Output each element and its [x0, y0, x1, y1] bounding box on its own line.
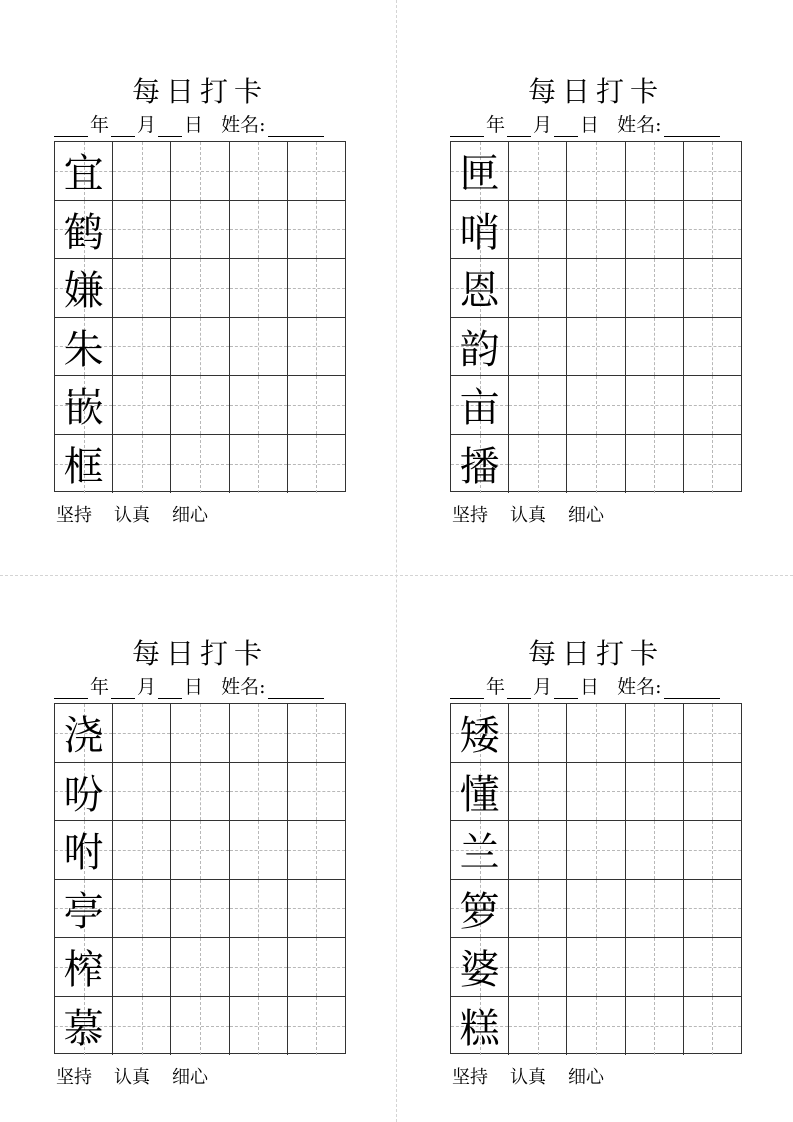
practice-cell[interactable]: [171, 318, 229, 376]
practice-cell[interactable]: [509, 435, 567, 494]
motto: [56, 1063, 230, 1089]
date-name-line: [54, 113, 346, 137]
practice-cell[interactable]: [113, 821, 171, 879]
motto-persist: 坚持: [452, 505, 488, 526]
practice-cell[interactable]: [113, 997, 171, 1056]
model-character: 朱: [63, 326, 104, 373]
grid-row: [55, 318, 345, 377]
year-blank[interactable]: [450, 678, 484, 699]
year-label: 年: [486, 676, 506, 698]
name-blank[interactable]: [268, 678, 324, 699]
practice-cell[interactable]: [171, 435, 229, 494]
model-character: 播: [459, 444, 500, 491]
day-label: 日: [184, 676, 204, 698]
practice-cell[interactable]: [113, 259, 171, 317]
practice-cell[interactable]: [230, 821, 288, 879]
practice-cell[interactable]: [626, 318, 684, 376]
model-character-cell: [451, 376, 509, 434]
practice-cell[interactable]: [626, 997, 684, 1056]
card-title: 每日打卡: [527, 75, 664, 108]
practice-cell[interactable]: [288, 201, 345, 259]
name-blank[interactable]: [664, 116, 720, 137]
tianzige-grid: [54, 703, 346, 1054]
grid-row: [451, 938, 741, 997]
practice-cell[interactable]: [626, 880, 684, 938]
practice-cell[interactable]: [230, 435, 288, 494]
model-character: 吩: [63, 771, 104, 818]
practice-cell[interactable]: [230, 880, 288, 938]
month-blank[interactable]: [507, 678, 531, 699]
practice-cell[interactable]: [171, 704, 229, 762]
practice-cell[interactable]: [684, 997, 741, 1056]
practice-cell[interactable]: [626, 704, 684, 762]
grid-row: [55, 880, 345, 939]
tianzige-grid: [54, 141, 346, 492]
model-character-cell: [55, 880, 113, 938]
practice-cell[interactable]: [230, 704, 288, 762]
motto-earnest: 认真: [510, 1067, 546, 1088]
practice-cell[interactable]: [230, 376, 288, 434]
grid-row: [451, 704, 741, 763]
practice-cell[interactable]: [113, 376, 171, 434]
practice-cell[interactable]: [230, 259, 288, 317]
practice-cell[interactable]: [230, 938, 288, 996]
day-blank[interactable]: [158, 116, 182, 137]
year-label: 年: [486, 114, 506, 136]
model-character: 嫌: [63, 268, 104, 315]
name-blank[interactable]: [664, 678, 720, 699]
practice-cell[interactable]: [509, 880, 567, 938]
practice-cell[interactable]: [113, 938, 171, 996]
practice-cell[interactable]: [567, 435, 625, 494]
practice-cell[interactable]: [626, 142, 684, 200]
practice-cell[interactable]: [567, 259, 625, 317]
year-label: 年: [90, 114, 110, 136]
model-character: 懂: [459, 771, 500, 818]
practice-cell[interactable]: [626, 376, 684, 434]
model-character-cell: [451, 997, 509, 1056]
name-label: 姓名:: [221, 114, 266, 136]
model-character-cell: [451, 259, 509, 317]
practice-cell[interactable]: [171, 821, 229, 879]
motto-persist: 坚持: [56, 505, 92, 526]
motto-careful: 细心: [568, 1067, 604, 1088]
model-character: 婆: [459, 947, 500, 994]
grid-row: [55, 997, 345, 1056]
motto-earnest: 认真: [114, 505, 150, 526]
motto-earnest: 认真: [114, 1067, 150, 1088]
model-character: 亩: [459, 385, 500, 432]
practice-cell[interactable]: [684, 318, 741, 376]
model-character-cell: [55, 376, 113, 434]
model-character: 浇: [63, 713, 104, 760]
practice-cell[interactable]: [113, 435, 171, 494]
grid-row: [451, 318, 741, 377]
model-character-cell: [55, 259, 113, 317]
grid-row: [451, 376, 741, 435]
model-character: 箩: [459, 888, 500, 935]
practice-cell[interactable]: [684, 704, 741, 762]
practice-cell[interactable]: [684, 259, 741, 317]
day-blank[interactable]: [158, 678, 182, 699]
model-character: 韵: [459, 326, 500, 373]
practice-cell[interactable]: [509, 763, 567, 821]
model-character: 糕: [459, 1006, 500, 1053]
month-blank[interactable]: [507, 116, 531, 137]
model-character: 矮: [459, 713, 500, 760]
date-name-line: [450, 675, 742, 699]
model-character-cell: [451, 821, 509, 879]
practice-cell[interactable]: [509, 821, 567, 879]
card-title: 每日打卡: [131, 637, 268, 670]
date-name-line: [450, 113, 742, 137]
model-character-cell: [55, 201, 113, 259]
model-character-cell: [55, 821, 113, 879]
model-character: 宜: [63, 151, 104, 198]
practice-cell[interactable]: [567, 938, 625, 996]
model-character-cell: [55, 435, 113, 494]
practice-cell[interactable]: [626, 821, 684, 879]
year-blank[interactable]: [54, 116, 88, 137]
practice-cell[interactable]: [288, 997, 345, 1056]
practice-cell[interactable]: [509, 142, 567, 200]
model-character-cell: [55, 763, 113, 821]
practice-cell[interactable]: [567, 318, 625, 376]
model-character: 鹤: [63, 209, 104, 256]
practice-cell[interactable]: [113, 704, 171, 762]
practice-cell[interactable]: [626, 201, 684, 259]
model-character-cell: [451, 318, 509, 376]
month-label: 月: [533, 676, 553, 698]
model-character-cell: [451, 763, 509, 821]
grid-row: [55, 704, 345, 763]
model-character-cell: [55, 318, 113, 376]
practice-cell[interactable]: [684, 201, 741, 259]
grid-row: [55, 763, 345, 822]
practice-cell[interactable]: [509, 376, 567, 434]
month-blank[interactable]: [111, 116, 135, 137]
day-label: 日: [580, 676, 600, 698]
day-blank[interactable]: [554, 116, 578, 137]
practice-cell[interactable]: [684, 376, 741, 434]
motto-careful: 细心: [172, 505, 208, 526]
practice-cell[interactable]: [567, 376, 625, 434]
grid-row: [55, 821, 345, 880]
grid-row: [55, 201, 345, 260]
practice-cell[interactable]: [626, 259, 684, 317]
model-character-cell: [451, 704, 509, 762]
day-label: 日: [184, 114, 204, 136]
card-title: 每日打卡: [527, 637, 664, 670]
model-character-cell: [451, 435, 509, 494]
practice-cell[interactable]: [171, 201, 229, 259]
motto: [56, 501, 230, 527]
model-character: 框: [63, 444, 104, 491]
model-character-cell: [55, 704, 113, 762]
model-character-cell: [451, 880, 509, 938]
month-label: 月: [533, 114, 553, 136]
practice-cell[interactable]: [171, 938, 229, 996]
grid-row: [451, 880, 741, 939]
practice-cell[interactable]: [288, 763, 345, 821]
grid-row: [451, 142, 741, 201]
practice-cell[interactable]: [684, 880, 741, 938]
model-character: 恩: [459, 268, 500, 315]
practice-cell[interactable]: [684, 142, 741, 200]
practice-cell[interactable]: [113, 201, 171, 259]
grid-row: [55, 435, 345, 494]
practice-cell[interactable]: [626, 938, 684, 996]
practice-cell[interactable]: [288, 435, 345, 494]
model-character-cell: [451, 938, 509, 996]
practice-cell[interactable]: [113, 880, 171, 938]
practice-cell[interactable]: [171, 142, 229, 200]
practice-cell[interactable]: [171, 763, 229, 821]
page-divider-horizontal: [0, 575, 793, 576]
model-character: 榨: [63, 947, 104, 994]
month-label: 月: [137, 114, 157, 136]
year-blank[interactable]: [54, 678, 88, 699]
grid-row: [451, 435, 741, 494]
model-character: 嵌: [63, 385, 104, 432]
card-title: 每日打卡: [131, 75, 268, 108]
practice-cell[interactable]: [509, 201, 567, 259]
practice-cell[interactable]: [230, 142, 288, 200]
practice-cell[interactable]: [626, 435, 684, 494]
practice-cell[interactable]: [684, 938, 741, 996]
model-character-cell: [55, 997, 113, 1056]
practice-cell[interactable]: [288, 376, 345, 434]
tianzige-grid: [450, 141, 742, 492]
model-character: 亭: [63, 888, 104, 935]
month-blank[interactable]: [111, 678, 135, 699]
grid-row: [451, 763, 741, 822]
grid-row: [55, 142, 345, 201]
model-character: 哨: [459, 209, 500, 256]
model-character: 慕: [63, 1006, 104, 1053]
grid-row: [55, 259, 345, 318]
practice-cell[interactable]: [288, 821, 345, 879]
motto: [452, 501, 626, 527]
year-label: 年: [90, 676, 110, 698]
practice-cell[interactable]: [230, 201, 288, 259]
practice-cell[interactable]: [567, 142, 625, 200]
grid-row: [451, 259, 741, 318]
practice-cell[interactable]: [567, 997, 625, 1056]
grid-row: [451, 201, 741, 260]
practice-cell[interactable]: [230, 997, 288, 1056]
practice-cell[interactable]: [684, 435, 741, 494]
practice-cell[interactable]: [113, 318, 171, 376]
practice-cell[interactable]: [288, 704, 345, 762]
day-label: 日: [580, 114, 600, 136]
model-character-cell: [451, 142, 509, 200]
practice-cell[interactable]: [113, 763, 171, 821]
name-label: 姓名:: [617, 114, 662, 136]
practice-cell[interactable]: [684, 763, 741, 821]
grid-row: [55, 376, 345, 435]
practice-cell[interactable]: [509, 704, 567, 762]
name-label: 姓名:: [617, 676, 662, 698]
day-blank[interactable]: [554, 678, 578, 699]
model-character: 匣: [459, 151, 500, 198]
motto-earnest: 认真: [510, 505, 546, 526]
practice-cell[interactable]: [567, 704, 625, 762]
practice-cell[interactable]: [684, 821, 741, 879]
model-character-cell: [55, 938, 113, 996]
practice-cell[interactable]: [509, 997, 567, 1056]
model-character-cell: [451, 201, 509, 259]
practice-cell[interactable]: [567, 763, 625, 821]
motto-persist: 坚持: [56, 1067, 92, 1088]
model-character: 咐: [63, 830, 104, 877]
practice-cell[interactable]: [509, 318, 567, 376]
grid-row: [451, 997, 741, 1056]
practice-cell[interactable]: [509, 259, 567, 317]
model-character-cell: [55, 142, 113, 200]
motto-persist: 坚持: [452, 1067, 488, 1088]
motto: [452, 1063, 626, 1089]
practice-cell[interactable]: [113, 142, 171, 200]
practice-cell[interactable]: [288, 318, 345, 376]
motto-careful: 细心: [568, 505, 604, 526]
practice-cell[interactable]: [171, 376, 229, 434]
grid-row: [451, 821, 741, 880]
practice-cell[interactable]: [567, 821, 625, 879]
name-blank[interactable]: [268, 116, 324, 137]
grid-row: [55, 938, 345, 997]
practice-cell[interactable]: [567, 880, 625, 938]
model-character: 兰: [459, 830, 500, 877]
practice-cell[interactable]: [171, 259, 229, 317]
practice-cell[interactable]: [230, 318, 288, 376]
practice-cell[interactable]: [171, 880, 229, 938]
year-blank[interactable]: [450, 116, 484, 137]
practice-cell[interactable]: [567, 201, 625, 259]
motto-careful: 细心: [172, 1067, 208, 1088]
page-divider-vertical: [396, 0, 397, 1122]
practice-cell[interactable]: [288, 938, 345, 996]
practice-cell[interactable]: [288, 142, 345, 200]
month-label: 月: [137, 676, 157, 698]
tianzige-grid: [450, 703, 742, 1054]
practice-cell[interactable]: [288, 259, 345, 317]
practice-cell[interactable]: [509, 938, 567, 996]
practice-cell[interactable]: [230, 763, 288, 821]
practice-cell[interactable]: [171, 997, 229, 1056]
date-name-line: [54, 675, 346, 699]
practice-cell[interactable]: [288, 880, 345, 938]
practice-cell[interactable]: [626, 763, 684, 821]
name-label: 姓名:: [221, 676, 266, 698]
